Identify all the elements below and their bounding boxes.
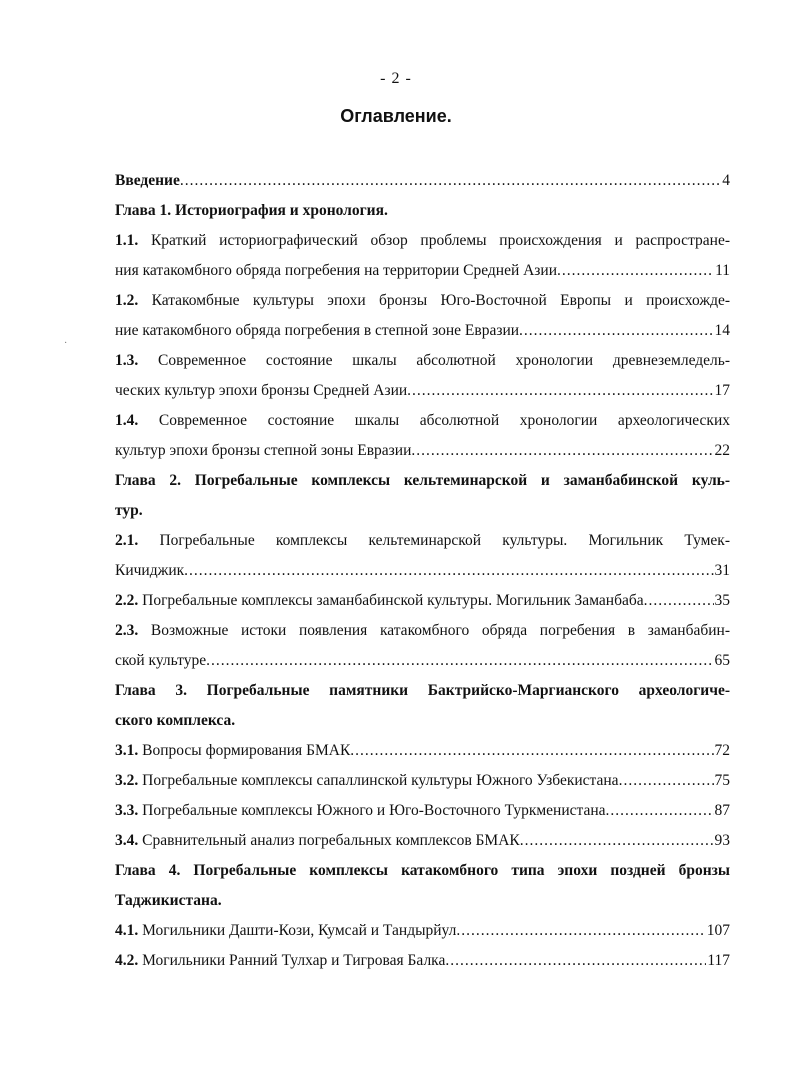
toc-entry-text: Погребальные комплексы сапаллинской культуры Южного Узбекистана <box>142 772 619 789</box>
toc-page-number: 65 <box>714 652 730 669</box>
toc-entry-label-group <box>115 796 606 826</box>
toc-leader <box>606 796 714 826</box>
toc-entry-1-1-line1[interactable] <box>115 226 730 256</box>
section-number: 3.1. <box>115 742 139 759</box>
section-number: 1.2. <box>115 292 139 309</box>
toc-page-number: 107 <box>706 922 730 939</box>
toc-entry-1-4-line1[interactable] <box>115 406 730 436</box>
toc-entry-text: Современное состояние шкалы абсолютной хронологии археологических <box>158 412 730 429</box>
section-number: 1.1. <box>115 232 139 249</box>
toc-page-number: 72 <box>714 742 730 759</box>
section-number: 1.4. <box>115 412 139 429</box>
section-number: 3.2. <box>115 772 139 789</box>
toc-leader <box>644 586 714 616</box>
toc-entry-label-group <box>115 826 520 856</box>
chapter-heading-3-line2[interactable]: ского комплекса. <box>115 712 236 729</box>
toc-entry-1-2-line1[interactable] <box>115 286 730 316</box>
toc-leader <box>407 376 713 406</box>
toc-entry-text: Могильники Ранний Тулхар и Тигровая Балка <box>142 952 446 969</box>
toc-entry-1-4-line2[interactable] <box>115 436 730 466</box>
toc-page-number: 17 <box>714 382 730 399</box>
toc-entry-1-3-line2[interactable] <box>115 376 730 406</box>
toc-leader <box>180 166 721 196</box>
toc-entry-text: ческих культур эпохи бронзы Средней Азии <box>115 382 408 399</box>
toc-entry-label-group <box>115 916 456 946</box>
toc-page-number: 14 <box>714 322 730 339</box>
section-number: 2.2. <box>115 592 139 609</box>
chapter-heading-4-line2[interactable]: Таджикистана. <box>115 892 222 909</box>
toc-leader <box>350 736 713 766</box>
page-title: Оглавление. <box>340 106 452 126</box>
toc-page-number: 117 <box>707 952 730 969</box>
chapter-heading-2-line1[interactable]: Глава 2. Погребальные комплексы кельтеминарской и заманбабинской куль- <box>115 472 730 489</box>
toc-entry-label: Введение <box>115 172 180 189</box>
toc-entry-text: ние катакомбного обряда погребения в степной зоне Евразии <box>115 322 520 339</box>
toc-entry-text: Краткий историографический обзор проблемы происхождения и распростране- <box>150 232 730 249</box>
toc-leader <box>411 436 713 466</box>
toc-entry-2-3-line2[interactable] <box>115 646 730 676</box>
toc-leader <box>557 256 714 286</box>
table-of-contents <box>115 166 730 976</box>
section-number: 2.1. <box>115 532 139 549</box>
toc-leader <box>445 946 706 976</box>
toc-entry-intro[interactable] <box>115 166 730 196</box>
section-number: 4.1. <box>115 922 139 939</box>
toc-entry-3-4[interactable] <box>115 826 730 856</box>
toc-entry-text: культур эпохи бронзы степной зоны Евразии <box>115 442 412 459</box>
toc-entry-text: Погребальные комплексы Южного и Юго-Восточного Туркменистана <box>142 802 606 819</box>
section-number: 3.4. <box>115 832 139 849</box>
toc-entry-2-1-line2[interactable] <box>115 556 730 586</box>
scan-mark: · <box>64 338 68 349</box>
toc-page-number: 35 <box>714 592 730 609</box>
section-number: 3.3. <box>115 802 139 819</box>
toc-entry-3-2[interactable] <box>115 766 730 796</box>
toc-leader <box>206 646 713 676</box>
toc-page-number: 75 <box>714 772 730 789</box>
toc-entry-text: Погребальные комплексы заманбабинской культуры. Могильник Заманбаба <box>142 592 644 609</box>
chapter-heading-4-line1[interactable]: Глава 4. Погребальные комплексы катакомбного типа эпохи поздней бронзы <box>115 862 730 879</box>
chapter-heading-1[interactable]: Глава 1. Историография и хронология. <box>115 202 388 219</box>
toc-entry-3-3[interactable] <box>115 796 730 826</box>
toc-entry-2-3-line1[interactable] <box>115 616 730 646</box>
toc-leader <box>619 766 714 796</box>
section-number: 2.3. <box>115 622 139 639</box>
toc-entry-text: Возможные истоки появления катакомбного обряда погребения в заманбабин- <box>150 622 730 639</box>
section-number: 1.3. <box>115 352 139 369</box>
toc-entry-text: Кичиджик <box>115 562 185 579</box>
chapter-heading-3-line1[interactable]: Глава 3. Погребальные памятники Бактрийско-Маргианского археологиче- <box>115 682 730 699</box>
toc-entry-text: Современное состояние шкалы абсолютной хронологии древнеземледель- <box>158 352 730 369</box>
toc-entry-text: ской культуре <box>115 652 207 669</box>
toc-entry-1-2-line2[interactable] <box>115 316 730 346</box>
toc-entry-1-1-line2[interactable] <box>115 256 730 286</box>
page-number: - 2 - <box>380 70 412 87</box>
toc-entry-text: Вопросы формирования БМАК <box>142 742 351 759</box>
toc-page-number: 93 <box>714 832 730 849</box>
toc-page-number: 31 <box>714 562 730 579</box>
toc-entry-label-group <box>115 586 644 616</box>
toc-entry-text: Сравнительный анализ погребальных комплексов БМАК <box>142 832 520 849</box>
toc-entry-3-1[interactable] <box>115 736 730 766</box>
toc-page-number: 4 <box>722 172 730 189</box>
toc-entry-text: Могильники Дашти-Кози, Кумсай и Тандырйул <box>142 922 457 939</box>
toc-leader <box>456 916 705 946</box>
toc-page-number: 87 <box>714 802 730 819</box>
section-number: 4.2. <box>115 952 139 969</box>
toc-entry-1-3-line1[interactable] <box>115 346 730 376</box>
toc-leader <box>520 826 714 856</box>
toc-entry-label-group <box>115 766 619 796</box>
toc-entry-text: ния катакомбного обряда погребения на территории Средней Азии <box>115 262 558 279</box>
toc-entry-label-group <box>115 736 350 766</box>
toc-leader <box>184 556 713 586</box>
toc-entry-text: Катакомбные культуры эпохи бронзы Юго-Восточной Европы и происхожде- <box>151 292 730 309</box>
toc-entry-4-2[interactable] <box>115 946 730 976</box>
toc-entry-label-group <box>115 946 445 976</box>
toc-leader <box>519 316 713 346</box>
toc-page-number: 11 <box>715 262 730 279</box>
toc-page-number: 22 <box>714 442 730 459</box>
toc-entry-2-1-line1[interactable] <box>115 526 730 556</box>
toc-entry-2-2[interactable] <box>115 586 730 616</box>
toc-entry-4-1[interactable] <box>115 916 730 946</box>
toc-entry-text: Погребальные комплексы кельтеминарской культуры. Могильник Тумек- <box>159 532 730 549</box>
chapter-heading-2-line2[interactable]: тур. <box>115 502 143 519</box>
